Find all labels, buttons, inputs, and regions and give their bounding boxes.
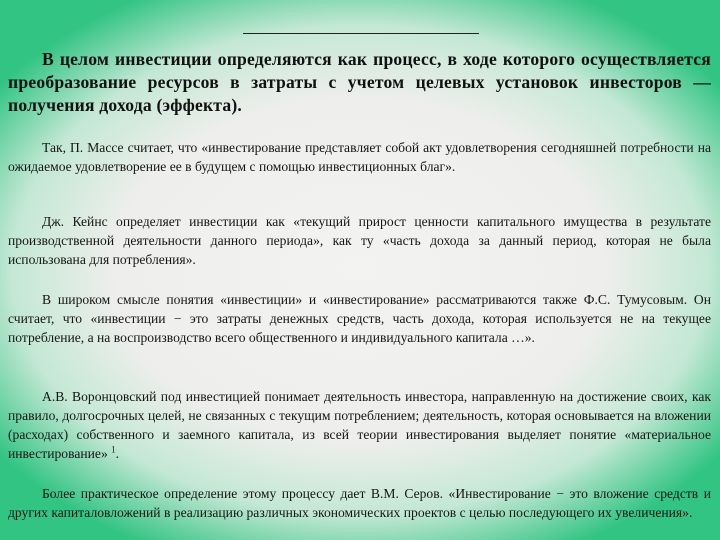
paragraph-tumusov: В широком смысле понятия «инвестиции» и «инвестирование» рассматриваются также Ф.С. Тумусовым. Он считает, что «инвестиции − это затраты денежных средств, часть дохода, которая используется не на текущее потребление, а на воспроизводство всего общественного и индивидуального капитала …». (8, 292, 711, 345)
paragraph-vorontsovsky: А.В. Воронцовский под инвестицией понимает деятельность инвестора, направленную на достижение своих, как правило, долгосрочных целей, не связанных с текущим потреблением; деятельность, которая основывается на вложении (расходах) собственного и заемного капитала, из всей теории инвестирования выделяет понятие «материальное инвестирование» $^1$. (8, 389, 711, 461)
paragraph-keynes: Дж. Кейнс определяет инвестиции как «текущий прирост ценности капитального имущества в результате производственной деятельности данного периода», как ту «часть дохода за данный период, которая не была использована для потребления». (8, 214, 711, 267)
paragraph-vorontsovsky-text: А.В. Воронцовский под инвестицией понимает деятельность инвестора, направленную на достижение своих, как правило, долгосрочных целей, не связанных с текущим потреблением; деятельность, которая основывается на вложении (расходах) собственного и заемного капитала, из всей теории инвестирования выделяет понятие «материальное инвестирование» (8, 389, 711, 461)
top-divider-line (243, 33, 479, 34)
paragraph-masse: Так, П. Массе считает, что «инвестирование представляет собой акт удовлетворения сегодняшней потребности на ожидаемое удовлетворение ее в будущем с помощью инвестиционных благ». (8, 140, 711, 174)
footnote-marker: 1 (111, 444, 116, 455)
lead-paragraph: В целом инвестиции определяются как процесс, в ходе которого осуществляется преобразование ресурсов в затраты с учетом целевых установок инвесторов — получения дохода (эффекта). (8, 49, 711, 115)
paragraph-serov: Более практическое определение этому процессу дает В.М. Серов. «Инвестирование − это вложение средств и других капиталовложений в реализацию различных экономических проектов с целью последующего их увеличения». (8, 486, 711, 520)
